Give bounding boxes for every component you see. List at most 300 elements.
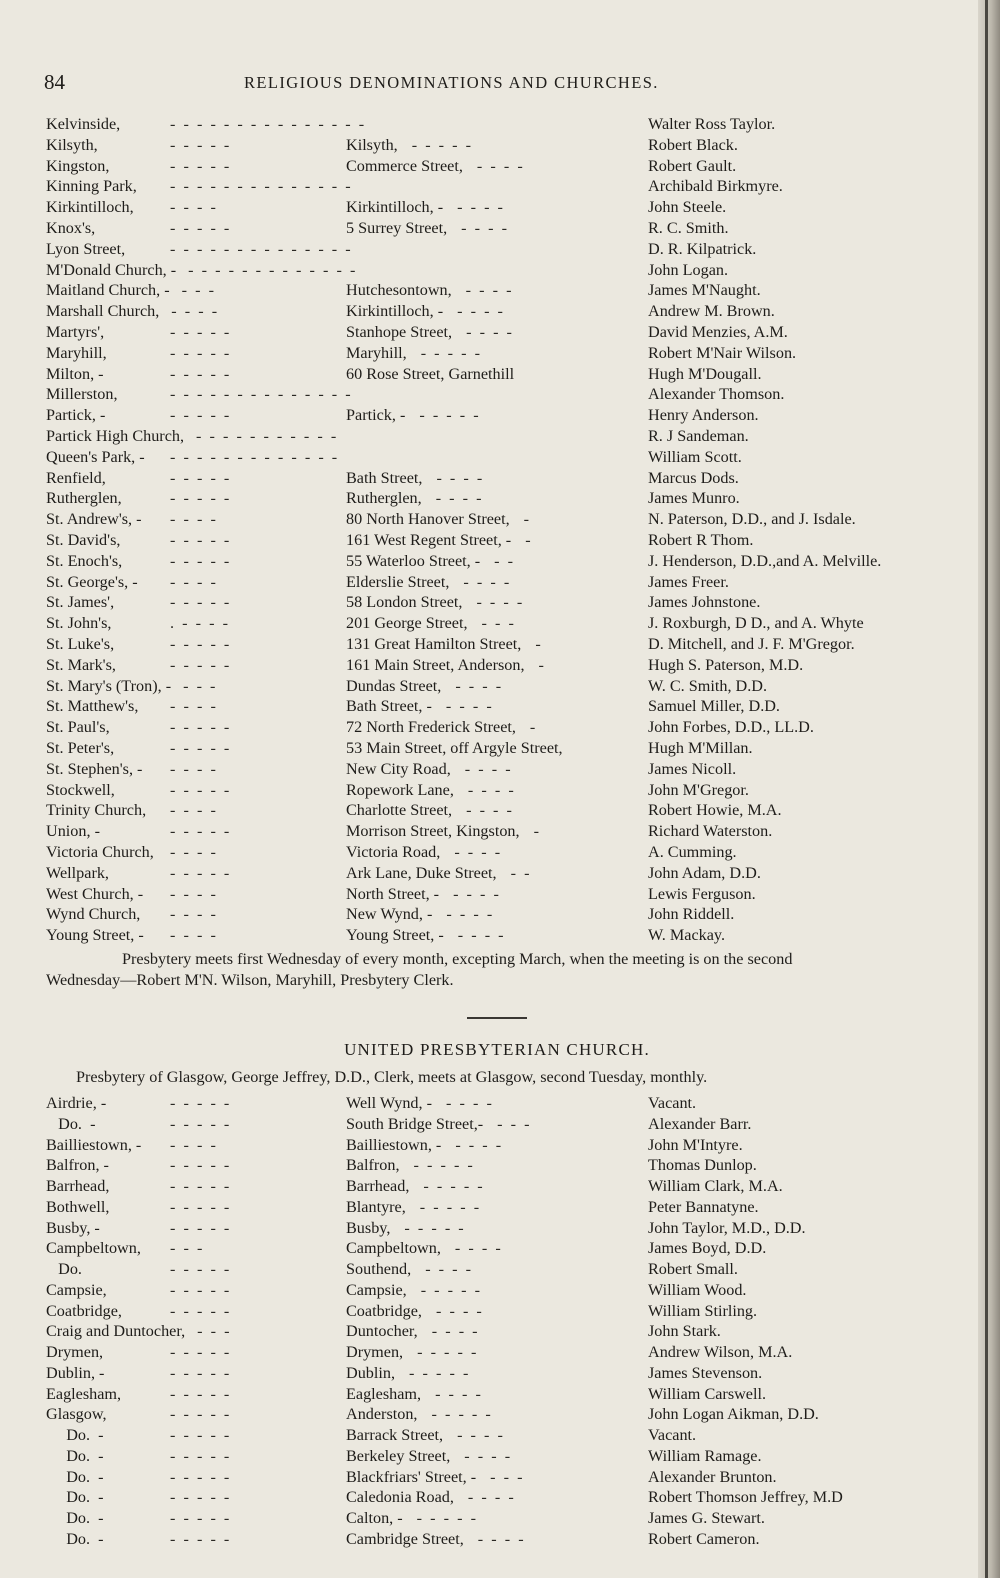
church-name: Knox's, (46, 219, 96, 237)
leader-dashes: - - - - (171, 302, 218, 321)
church-entry-row (0, 1467, 960, 1488)
leader-dashes: - - - - - (170, 1446, 230, 1465)
church-address: Bath Street, - (346, 697, 432, 716)
church-name: St. David's, (46, 531, 121, 549)
church-name: Millerston, (46, 385, 118, 404)
church-entry-row (0, 655, 960, 676)
minister-name: Hugh S. Paterson, M.D. (648, 655, 804, 674)
leader-dashes: - - - (490, 1467, 523, 1486)
church-entry-row (0, 1363, 960, 1384)
church-name: Do. - (46, 1509, 104, 1527)
church-address: Maryhill, (346, 343, 407, 362)
leader-dashes: - - - (183, 676, 216, 695)
church-name: St. Luke's, (46, 635, 115, 653)
church-entry-row (0, 301, 960, 322)
minister-name: Robert Black. (648, 135, 738, 154)
church-entry-row (0, 197, 960, 218)
church-entry-row (0, 343, 960, 364)
leader-dashes: - - - - (170, 1135, 216, 1154)
leader-dashes: - - - - (445, 697, 492, 716)
church-entry-row (0, 1135, 960, 1156)
church-entry-row (0, 239, 960, 260)
church-entry-row (0, 447, 960, 468)
church-name: Glasgow, (46, 1405, 107, 1424)
church-address: Southend, (346, 1260, 412, 1278)
church-address: Rutherglen, (346, 489, 422, 508)
leader-dashes: - - - - (453, 884, 499, 903)
minister-name: Vacant. (648, 1426, 697, 1444)
church-name: St. James', (46, 593, 115, 612)
minister-name: Hugh M'Dougall. (648, 364, 762, 383)
minister-name: Robert R Thom. (648, 531, 754, 549)
church-address: Busby, (346, 1218, 391, 1237)
church-address: Dublin, (346, 1363, 396, 1382)
leader-dashes: - - - - - (170, 1529, 230, 1548)
section-subtitle: Presbytery of Glasgow, George Jeffrey, D.D., Clerk, meets at Glasgow, second Tuesday, monthly. (76, 1068, 708, 1086)
leader-dashes: . - - - - (170, 614, 228, 633)
church-name: Do. - (46, 1446, 104, 1465)
leader-dashes: - - - - - (170, 1114, 230, 1133)
leader-dashes: - - - - (446, 905, 493, 924)
church-name: Lyon Street, (46, 239, 126, 258)
church-address: Commerce Street, (346, 156, 463, 175)
church-name: Renfield, (46, 468, 106, 487)
church-address: Kilsyth, (346, 135, 398, 154)
leader-dashes: - - - - (170, 905, 216, 924)
minister-name: Hugh M'Millan. (648, 739, 753, 757)
church-name: St. Andrew's, - (46, 510, 142, 529)
leader-dashes: - - - - (464, 759, 511, 778)
minister-name: Robert Thomson Jeffrey, M.D (648, 1488, 843, 1507)
minister-name: W. Mackay. (648, 926, 726, 945)
minister-name: Lewis Ferguson. (648, 884, 756, 903)
leader-dashes: - - - - (170, 510, 216, 529)
leader-dashes: - - - (170, 1239, 203, 1258)
church-name: St. Mark's, (46, 655, 116, 674)
leader-dashes: - - - - - (420, 343, 481, 362)
minister-name: James M'Naught. (648, 281, 761, 300)
church-entry-row (0, 280, 960, 301)
church-address: Barrhead, (346, 1177, 410, 1195)
church-address: 72 North Frederick Street, (346, 718, 516, 737)
church-address: 60 Rose Street, Garnethill (346, 364, 515, 383)
minister-name: John M'Gregor. (648, 780, 749, 799)
minister-name: William Clark, M.A. (648, 1177, 783, 1195)
minister-name: Alexander Brunton. (648, 1467, 777, 1486)
presbytery-note-line-1: Presbytery meets first Wednesday of every month, excepting March, when the meeting is on the second (122, 950, 793, 968)
leader-dashes: - - - - - (170, 343, 230, 362)
leader-dashes: - - - - (454, 843, 501, 861)
leader-dashes: - - - - (170, 572, 216, 591)
church-address: Cambridge Street, (346, 1529, 464, 1548)
church-name: Dublin, - (46, 1363, 105, 1382)
church-address: Ropework Lane, (346, 780, 454, 799)
leader-dashes: - - - - (457, 198, 503, 217)
church-entry-row (0, 717, 960, 738)
church-name: Bailliestown, - (46, 1135, 142, 1154)
leader-dashes: - - - - - (170, 135, 230, 154)
church-name: St. Stephen's, - (46, 759, 143, 778)
section-divider (467, 1017, 527, 1019)
leader-dashes: - - - - - - - - - - - - - (188, 260, 356, 279)
church-entry-row (0, 551, 960, 572)
minister-name: Vacant. (648, 1094, 697, 1112)
church-name: Do. - (46, 1488, 104, 1507)
church-address: Anderston, (346, 1405, 418, 1424)
leader-dashes: - - - - (170, 697, 216, 716)
church-entry-row (0, 592, 960, 613)
minister-name: Robert M'Nair Wilson. (648, 343, 797, 362)
church-address: Blantyre, (346, 1197, 406, 1216)
page-number: 84 (44, 70, 65, 94)
leader-dashes: - - (494, 551, 514, 570)
leader-dashes: - - - - (170, 801, 216, 820)
church-name: Do. (46, 1260, 82, 1278)
leader-dashes: - - - - (476, 156, 523, 175)
leader-dashes: - - - - - (170, 739, 230, 757)
leader-dashes: - - - - - (409, 1363, 469, 1382)
church-entry-row (0, 1280, 960, 1301)
church-entry-row (0, 405, 960, 426)
leader-dashes: - - - - - (170, 718, 230, 737)
church-address: Campsie, (346, 1280, 407, 1299)
church-address: Calton, - (346, 1509, 403, 1527)
church-entry-row (0, 1342, 960, 1363)
church-entry-row (0, 1176, 960, 1197)
church-name: Wynd Church, (46, 905, 141, 924)
minister-name: James Boyd, D.D. (648, 1239, 767, 1258)
leader-dashes: - - - - - - - - - - - - - - - (170, 115, 365, 133)
leader-dashes: - - - - - - - - - - - - - - (170, 385, 351, 404)
church-address: Bath Street, (346, 468, 423, 487)
minister-name: William Ramage. (648, 1446, 762, 1465)
church-address: Well Wynd, - (346, 1094, 432, 1112)
church-entry-row (0, 800, 960, 821)
minister-name: John Stark. (648, 1322, 721, 1341)
minister-name: Walter Ross Taylor. (648, 115, 776, 133)
leader-dashes: - - - - (435, 1384, 481, 1403)
minister-name: James Munro. (648, 489, 740, 508)
church-entry-row (0, 488, 960, 509)
minister-name: John Forbes, D.D., LL.D. (648, 718, 814, 737)
leader-dashes: - - - - - (170, 323, 230, 341)
minister-name: Andrew M. Brown. (648, 302, 775, 321)
leader-dashes: - - - - (170, 198, 216, 217)
minister-name: John Adam, D.D. (648, 863, 761, 882)
leader-dashes: - - - - (455, 1135, 502, 1154)
leader-dashes: - - - - - (170, 468, 230, 487)
church-name: Busby, - (46, 1218, 100, 1237)
church-name: St. George's, - (46, 572, 138, 591)
minister-name: A. Cumming. (648, 843, 737, 861)
church-address: Kirkintilloch, - (346, 198, 444, 217)
church-entry-row (0, 1093, 960, 1114)
church-entry-row (0, 1238, 960, 1259)
church-name: Union, - (46, 822, 100, 841)
church-address: Hutchesontown, (346, 281, 452, 300)
leader-dashes: - - - - - - - - - - - - - (170, 447, 338, 466)
presbytery-note-line-2: Wednesday—Robert M'N. Wilson, Maryhill, Presbytery Clerk. (46, 971, 454, 989)
church-entry-row (0, 468, 960, 489)
church-name: St. Mary's (Tron), - (46, 676, 172, 695)
minister-name: Andrew Wilson, M.A. (648, 1343, 793, 1361)
leader-dashes: - - - - - (170, 1197, 230, 1216)
leader-dashes: - - - - - (170, 1488, 230, 1507)
church-address: 201 George Street, (346, 614, 468, 633)
leader-dashes: - - - - - (170, 156, 230, 175)
church-entry-row (0, 114, 960, 135)
church-entry-row (0, 1197, 960, 1218)
church-address: Charlotte Street, (346, 801, 453, 820)
leader-dashes: - - - - (455, 676, 502, 695)
leader-dashes: - - - - (170, 843, 216, 861)
church-address: 131 Great Hamilton Street, (346, 635, 522, 653)
church-name: Kelvinside, (46, 115, 121, 133)
leader-dashes: - - - - (463, 572, 510, 591)
church-name: Barrhead, (46, 1177, 110, 1195)
church-name: Victoria Church, (46, 843, 154, 861)
church-entry-row (0, 676, 960, 697)
church-name: Do. - (46, 1529, 104, 1548)
page-header (44, 70, 944, 94)
leader-dashes: - - - - (170, 884, 216, 903)
leader-dashes: - - - - - (170, 406, 230, 425)
minister-name: Robert Gault. (648, 156, 737, 175)
church-name: Do. - (46, 1114, 96, 1133)
minister-name: D. R. Kilpatrick. (648, 239, 757, 258)
leader-dashes: - - - - - (170, 1426, 230, 1444)
presbytery-note (46, 949, 946, 991)
church-address: North Street, - (346, 884, 440, 903)
church-entry-row (0, 1425, 960, 1446)
minister-name: David Menzies, A.M. (648, 323, 788, 341)
church-name: St. Peter's, (46, 739, 115, 757)
church-name: Do. - (46, 1426, 104, 1444)
minister-name: R. J Sandeman. (648, 427, 749, 445)
church-name: Maitland Church, - (46, 281, 170, 300)
running-title: RELIGIOUS DENOMINATIONS AND CHURCHES. (244, 73, 659, 92)
leader-dashes: - - - - - (431, 1405, 491, 1424)
church-address: 80 North Hanover Street, (346, 510, 510, 529)
church-name: St. Enoch's, (46, 551, 123, 570)
minister-name: John M'Intyre. (648, 1135, 743, 1154)
leader-dashes: - - - - - (170, 593, 230, 612)
minister-name: Samuel Miller, D.D. (648, 697, 780, 716)
church-entry-row (0, 176, 960, 197)
minister-name: Marcus Dods. (648, 468, 739, 487)
leader-dashes: - - - - (431, 1322, 478, 1341)
church-entry-row (0, 1321, 960, 1342)
leader-dashes: - - - (197, 1322, 230, 1341)
church-address: Eaglesham, (346, 1384, 422, 1403)
leader-dashes: - - - - (454, 1239, 501, 1258)
leader-dashes: - - - - - (170, 1384, 230, 1403)
church-address: Partick, - (346, 406, 406, 425)
church-address: 55 Waterloo Street, - (346, 551, 481, 570)
church-entry-row (0, 364, 960, 385)
church-entry-row (0, 613, 960, 634)
church-entry-row (0, 156, 960, 177)
leader-dashes: - - - - - (170, 489, 230, 508)
church-entry-row (0, 1487, 960, 1508)
church-name: Airdrie, - (46, 1094, 107, 1112)
leader-dashes: - - - - (464, 1446, 511, 1465)
church-entry-row (0, 572, 960, 593)
minister-name: William Wood. (648, 1280, 747, 1299)
church-entry-row (0, 696, 960, 717)
leader-dashes: - - - - - (423, 1177, 483, 1195)
church-entry-row (0, 1301, 960, 1322)
leader-dashes: - (523, 510, 530, 529)
leader-dashes: - - - - (435, 1301, 482, 1320)
church-entry-row (0, 1218, 960, 1239)
church-address: Barrack Street, (346, 1426, 444, 1444)
leader-dashes: - - - - - (416, 1509, 476, 1527)
church-address: Ark Lane, Duke Street, (346, 863, 497, 882)
minister-name: Robert Cameron. (648, 1529, 760, 1548)
leader-dashes: - - - - - (419, 1197, 480, 1216)
leader-dashes: - - - - (435, 489, 482, 508)
church-entry-row (0, 821, 960, 842)
church-name: Craig and Duntocher, (46, 1322, 186, 1341)
leader-dashes: - - - - - (170, 1218, 230, 1237)
leader-dashes: - - - - - (170, 822, 230, 841)
church-address: New Wynd, - (346, 905, 433, 924)
church-address: Stanhope Street, (346, 323, 453, 341)
church-name: Campsie, (46, 1280, 107, 1299)
minister-name: R. C. Smith. (648, 219, 729, 237)
church-address: Bailliestown, - (346, 1135, 442, 1154)
church-entry-row (0, 135, 960, 156)
church-entry-row (0, 759, 960, 780)
leader-dashes: - - - - (436, 468, 483, 487)
church-address: Victoria Road, (346, 843, 441, 861)
church-address: Coatbridge, (346, 1301, 422, 1320)
church-name: Coatbridge, (46, 1301, 122, 1320)
minister-name: John Riddell. (648, 905, 735, 924)
leader-dashes: - - - - (476, 593, 523, 612)
leader-dashes: - - - - - (170, 635, 230, 653)
minister-name: Thomas Dunlop. (648, 1156, 757, 1175)
church-name: St. Paul's, (46, 718, 110, 737)
leader-dashes: - - - (181, 281, 214, 300)
leader-dashes: - - - - - (404, 1218, 464, 1237)
church-entry-row (0, 925, 960, 946)
leader-dashes: - - - - - - - - - - - - - - (170, 239, 351, 258)
leader-dashes: - - - (481, 614, 514, 633)
leader-dashes: - - - - (457, 926, 504, 945)
minister-name: Peter Bannatyne. (648, 1197, 759, 1216)
church-entry-row (0, 884, 960, 905)
leader-dashes: - - - - - (170, 780, 230, 799)
minister-name: James G. Stewart. (648, 1509, 765, 1527)
leader-dashes: - - - - (467, 1488, 514, 1507)
minister-name: Alexander Thomson. (648, 385, 785, 404)
leader-dashes: - - - - (425, 1260, 472, 1278)
page-binding-edge (985, 0, 988, 1578)
church-name: Rutherglen, (46, 489, 122, 508)
church-entry-row (0, 218, 960, 239)
church-name: Maryhill, (46, 343, 107, 362)
leader-dashes: - - - - (467, 780, 514, 799)
church-name: Queen's Park, - (46, 447, 145, 466)
leader-dashes: - - - - - (413, 1156, 473, 1175)
church-name: West Church, - (46, 884, 144, 903)
minister-name: N. Paterson, D.D., and J. Isdale. (648, 510, 856, 529)
church-name: Martyrs', (46, 323, 105, 341)
minister-name: Richard Waterston. (648, 822, 773, 841)
church-address: New City Road, (346, 759, 451, 778)
leader-dashes: - (538, 655, 544, 674)
minister-name: W. C. Smith, D.D. (648, 676, 768, 695)
church-name: Partick High Church, (46, 427, 185, 445)
minister-name: John Taylor, M.D., D.D. (648, 1218, 806, 1237)
leader-dashes: - - - - - (170, 219, 230, 237)
minister-name: D. Mitchell, and J. F. M'Gregor. (648, 635, 855, 653)
page-binding-shadow (978, 0, 1000, 1578)
leader-dashes: - - - - (446, 1094, 492, 1112)
church-name: Wellpark, (46, 863, 109, 882)
church-address: Elderslie Street, (346, 572, 450, 591)
minister-name: William Carswell. (648, 1384, 767, 1403)
church-entry-row (0, 1529, 960, 1550)
leader-dashes: - - - - - (170, 1260, 230, 1278)
church-name: St. Matthew's, (46, 697, 139, 716)
church-address: Kirkintilloch, - (346, 302, 444, 321)
church-name: Trinity Church, (46, 801, 147, 820)
leader-dashes: - - - - - - - - - - - (196, 427, 337, 445)
church-address: Campbeltown, (346, 1239, 441, 1258)
leader-dashes: - - - - - (170, 1343, 230, 1361)
church-address: 53 Main Street, off Argyle Street, (346, 739, 563, 757)
minister-name: Alexander Barr. (648, 1114, 752, 1133)
leader-dashes: - (533, 822, 539, 841)
leader-dashes: - - - - (466, 801, 512, 820)
church-entry-row (0, 863, 960, 884)
minister-name: James Johnstone. (648, 593, 761, 612)
church-entry-row (0, 1508, 960, 1529)
leader-dashes: - - - - - (417, 1343, 477, 1361)
church-address: Balfron, (346, 1156, 400, 1175)
church-entry-row (0, 738, 960, 759)
church-entry-row (0, 634, 960, 655)
minister-name: James Freer. (648, 572, 729, 591)
leader-dashes: - - - - - (170, 1405, 230, 1424)
leader-dashes: - - (510, 863, 530, 882)
minister-name: Robert Howie, M.A. (648, 801, 782, 820)
church-name: Milton, - (46, 364, 104, 383)
leader-dashes: - - - - (466, 323, 512, 341)
leader-dashes: - - - - (461, 219, 507, 237)
church-address: Blackfriars' Street, - (346, 1467, 477, 1486)
leader-dashes: - - - - - (170, 655, 230, 674)
church-name: St. John's, (46, 614, 112, 633)
leader-dashes: - - - - - (170, 551, 230, 570)
leader-dashes: - - - - (457, 1426, 503, 1444)
minister-name: J. Henderson, D.D.,and A. Melville. (648, 551, 882, 570)
minister-name: Henry Anderson. (648, 406, 759, 425)
church-entry-row (0, 1114, 960, 1135)
church-address: 161 Main Street, Anderson, (346, 655, 525, 674)
leader-dashes: - - - - (465, 281, 512, 300)
church-entry-row (0, 260, 960, 281)
church-entry-row (0, 780, 960, 801)
leader-dashes: - - - - - (170, 364, 230, 383)
church-address: 5 Surrey Street, (346, 219, 448, 237)
leader-dashes: - - - (497, 1114, 530, 1133)
church-name: Bothwell, (46, 1197, 110, 1216)
church-name: Kingston, (46, 156, 110, 175)
